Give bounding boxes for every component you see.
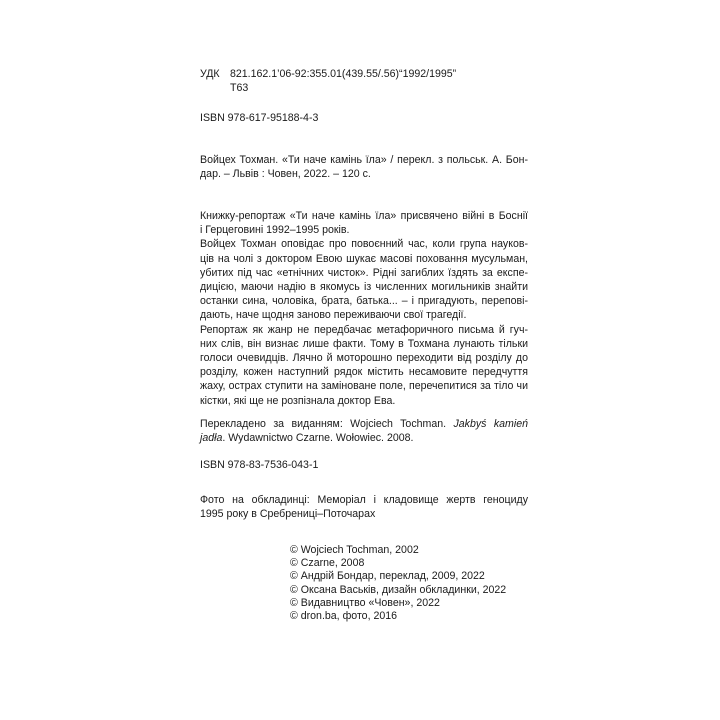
copyright-line: © Czarne, 2008: [290, 557, 365, 570]
udk-block: [200, 67, 528, 95]
annotation-line: них слів, він визнає лише факти. Тому в Тохмана лунають тільки: [200, 337, 528, 350]
annotation-line: дають, наче щодня заново переживаючи свої трагедії.: [200, 309, 467, 322]
translated-from-line-1: [200, 417, 528, 431]
copyright-line: © Wojciech Tochman, 2002: [290, 544, 419, 556]
cover-photo-line: Фото на обкладинці: Меморіал і кладовище жертв геноциду: [200, 494, 528, 506]
annotation-line: останки сина, чоловіка, брата, батька... – і пригадують, перепові-: [200, 295, 528, 308]
udk-code: 821.162.1’06-92:355.01(439.55/.56)“1992/1995”: [230, 68, 457, 80]
annotation-line: убитих під час «етнічних чисток». Рідні загиблих їздять за експе-: [200, 266, 528, 279]
author-mark: Т63: [230, 82, 249, 95]
annotation-line: Войцех Тохман оповідає про повоєнний час, коли група науков-: [200, 238, 528, 251]
translated-from-suffix: . Wydawnictwo Czarne. Wołowiec. 2008.: [222, 432, 414, 445]
bibliographic-description: [200, 153, 528, 181]
annotation-line: Репортаж як жанр не передбачає метафоричного письма й гуч-: [200, 323, 528, 336]
annotation: [200, 209, 528, 408]
copyright-line: © Видавництво «Човен», 2022: [290, 596, 440, 609]
translated-from: [200, 417, 528, 445]
copyright-line: © Оксана Васьків, дизайн обкладинки, 2022: [290, 583, 507, 596]
original-title-part1: Jakbyś kamień: [453, 418, 528, 430]
bibliographic-line: Войцех Тохман. «Ти наче камінь їла» / перекл. з польськ. А. Бон-: [200, 154, 528, 166]
copyright-block: [290, 544, 506, 623]
annotation-line: розділу, кожен наступний рядок містить несамовите передчуття: [200, 366, 528, 379]
cover-photo-line: 1995 року в Сребрениці–Поточарах: [200, 508, 376, 521]
annotation-line: дицією, маючи надію в якомусь із численних могильників знайти: [200, 281, 528, 294]
cover-photo-credit: [200, 493, 528, 521]
udk-label: УДК: [200, 68, 220, 80]
copyright-line: © Андрій Бондар, переклад, 2009, 2022: [290, 570, 485, 583]
imprint-page: [200, 0, 528, 720]
annotation-line: ців на чолі з доктором Евою шукає масові поховання мусульман,: [200, 252, 528, 265]
annotation-line: Книжку-репортаж «Ти наче камінь їла» присвячено війні в Боснії: [200, 210, 528, 222]
annotation-line: і Герцеговині 1992–1995 років.: [200, 224, 350, 237]
annotation-line: голоси очевидців. Лячно й моторошно переходити від розділу до: [200, 352, 528, 365]
copyright-line: © dron.ba, фото, 2016: [290, 610, 398, 623]
annotation-line: жаху, острах ступити на заміноване поле, перечепитися за тіло чи: [200, 380, 528, 393]
bibliographic-line: дар. – Львів : Човен, 2022. – 120 с.: [200, 168, 371, 181]
original-title-part2: jadła: [200, 432, 223, 445]
translated-from-prefix: Перекладено за виданням: Wojciech Tochman.: [200, 418, 454, 430]
isbn-original: ISBN 978-83-7536-043-1: [200, 459, 319, 471]
translated-from-line-2: [200, 431, 528, 445]
annotation-line: кістки, які ще не розпізнала доктор Ева.: [200, 394, 396, 407]
isbn-main: ISBN 978-617-95188-4-3: [200, 112, 319, 124]
